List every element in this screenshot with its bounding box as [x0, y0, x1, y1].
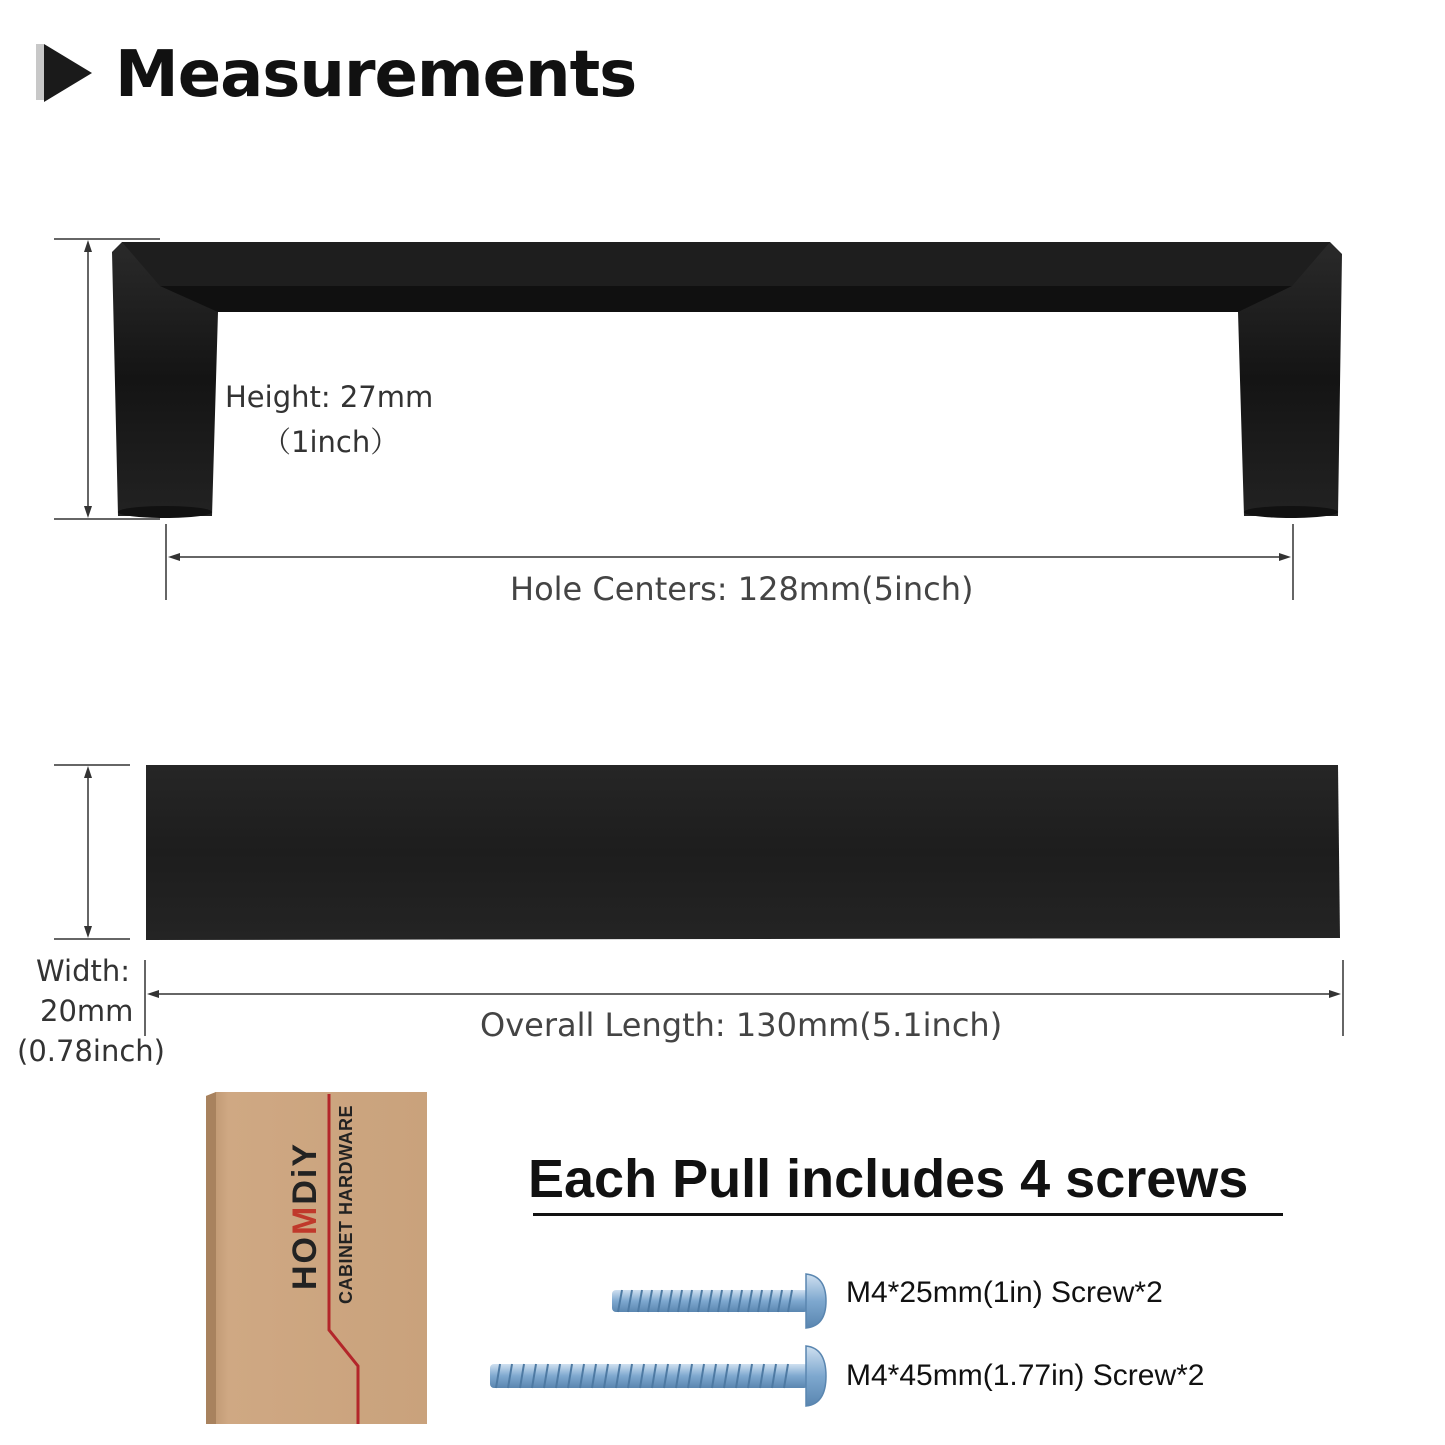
- page-title: Measurements: [115, 38, 637, 112]
- handle-top-view: [146, 765, 1340, 940]
- box-brand-logo: [286, 1142, 325, 1290]
- width-inch: (0.78inch): [17, 1034, 165, 1068]
- screws-heading-underline: [533, 1213, 1283, 1216]
- screw-long: [490, 1346, 826, 1406]
- brand-part-2: DiY: [286, 1141, 324, 1205]
- height-label: Height: 27mm: [225, 380, 434, 414]
- height-sublabel: （1inch）: [262, 425, 400, 459]
- box-subtitle: CABINET HARDWARE: [336, 1105, 356, 1304]
- screw-short-label: M4*25mm(1in) Screw*2: [846, 1276, 1163, 1309]
- width-label: Width:: [36, 954, 131, 988]
- overall-length-label: Overall Length: 130mm(5.1inch): [480, 1006, 1003, 1044]
- screws-heading: Each Pull includes 4 screws: [528, 1149, 1249, 1209]
- width-dimension: [54, 765, 130, 939]
- brand-part-1: HO: [286, 1235, 324, 1290]
- width-value: 20mm: [40, 994, 134, 1028]
- brand-accent: M: [286, 1204, 324, 1235]
- screw-long-label: M4*45mm(1.77in) Screw*2: [846, 1359, 1205, 1392]
- screw-short: [612, 1274, 826, 1328]
- hole-centers-label: Hole Centers: 128mm(5inch): [510, 570, 974, 608]
